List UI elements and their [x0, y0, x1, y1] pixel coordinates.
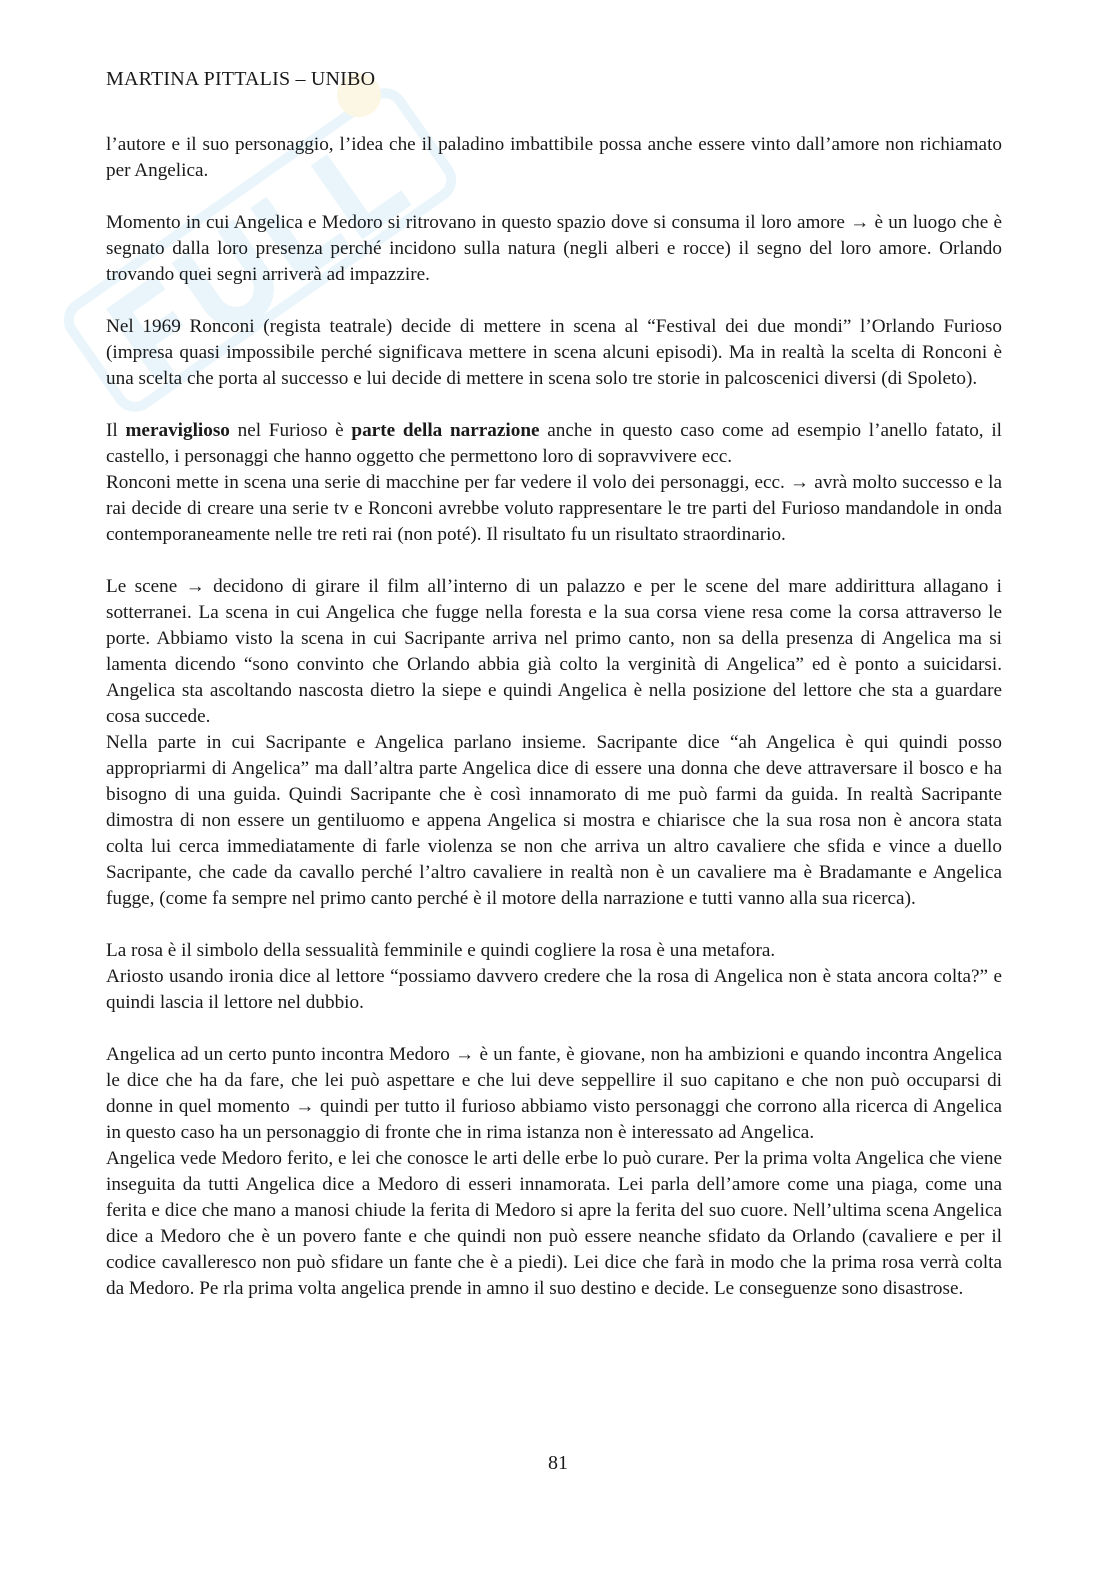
bold-term: parte della narrazione	[351, 420, 540, 441]
text-run: nel Furioso è	[229, 420, 352, 441]
paragraph: La rosa è il simbolo della sessualità femminile e quindi cogliere la rosa è una metafora.	[106, 940, 776, 961]
paragraph: Ariosto usando ironia dice al lettore “possiamo davvero credere che la rosa di Angelica non è stata ancora colta?” e quindi lascia il lettore nel dubbio.	[106, 966, 1002, 1013]
paragraph: Angelica ad un certo punto incontra Medoro → è un fante, è giovane, non ha ambizioni e quando incontra Angelica le dice che ha da fare, che lei può aspettare e che lui deve seppellire il suo capitano e che non può occuparsi di donne in quel momento → quindi per tutto il furioso abbiamo visto personaggi che corrono alla ricerca di Angelica in questo caso ha un personaggio di fronte che in rima istanza non è interessato ad Angelica.	[106, 1044, 1002, 1143]
page-header: MARTINA PITTALIS – UNIBO	[106, 68, 376, 90]
bold-term: meraviglioso	[125, 420, 230, 441]
paragraph: l’autore e il suo personaggio, l’idea che il paladino imbattibile possa anche essere vinto dall’amore non richiamato per Angelica.	[106, 134, 1002, 181]
document-body	[106, 132, 1002, 1302]
page-number: 81	[548, 1452, 568, 1474]
paragraph: Momento in cui Angelica e Medoro si ritrovano in questo spazio dove si consuma il loro amore → è un luogo che è segnato dalla loro presenza perché incidono sulla natura (negli alberi e rocce) il segno del loro amore. Orlando trovando quei segni arriverà ad impazzire.	[106, 212, 1002, 285]
text-run: anche in questo caso come ad esempio l’anello fatato, il castello, i personaggi che hanno oggetto che permettono loro di sopravvivere ecc.	[106, 420, 1002, 467]
paragraph: Nel 1969 Ronconi (regista teatrale) decide di mettere in scena al “Festival dei due mondi” l’Orlando Furioso (impresa quasi impossibile perché significava mettere in scena alcuni episodi). Ma in realtà la scelta di Ronconi è una scelta che porta al successo e lui decide di mettere in scena solo tre storie in palcoscenici diversi (di Spoleto).	[106, 316, 1002, 389]
text-run: Il	[106, 420, 126, 441]
paragraph: Nella parte in cui Sacripante e Angelica parlano insieme. Sacripante dice “ah Angelica è qui quindi posso appropriarmi di Angelica” ma dall’altra parte Angelica dice di essere una donna che deve attraversare il bosco e ha bisogno di una guida. Quindi Sacripante che è così innamorato di me può farmi da guida. In realtà Sacripante dimostra di non essere un gentiluomo e appena Angelica si mostra e chiarisce che la sua rosa non è ancora stata colta lui cerca immediatamente di farle violenza se non che arriva un altro cavaliere che sfida e vince a duello Sacripante, che cade da cavallo perché l’altro cavaliere in realtà non è un cavaliere ma è Bradamante e Angelica fugge, (come fa sempre nel primo canto perché è il motore della narrazione e tutti vanno alla sua ricerca).	[106, 732, 1002, 909]
paragraph	[106, 418, 1002, 470]
paragraph: Le scene → decidono di girare il film all’interno di un palazzo e per le scene del mare addirittura allagano i sotterranei. La scena in cui Angelica che fugge nella foresta e la sua corsa viene resa come la corsa attraverso le porte. Abbiamo visto la scena in cui Sacripante arriva nel primo canto, non sa della presenza di Angelica ma si lamenta dicendo “sono convinto che Orlando abbia già colto la verginità di Angelica” ed è ponto a suicidarsi. Angelica sta ascoltando nascosta dietro la siepe e quindi Angelica è nella posizione del lettore che sta a guardare cosa succede.	[106, 576, 1002, 727]
paragraph: Ronconi mette in scena una serie di macchine per far vedere il volo dei personaggi, ecc. → avrà molto successo e la rai decide di creare una serie tv e Ronconi avrebbe voluto rappresentare le tre parti del Furioso mandandole in onda contemporaneamente nelle tre reti rai (non poté). Il risultato fu un risultato straordinario.	[106, 472, 1002, 545]
paragraph: Angelica vede Medoro ferito, e lei che conosce le arti delle erbe lo può curare. Per la prima volta Angelica che viene inseguita da tutti Angelica dice a Medoro di esseri innamorata. Lei parla dell’amore come una piaga, come una ferita e dice che mano a manosi chiude la ferita di Medoro si apre la ferita del suo cuore. Nell’ultima scena Angelica dice a Medoro che è un povero fante e che quindi non può essere neanche sfidato da Orlando (cavaliere e per il codice cavalleresco non può sfidare un fante che è a piedi). Lei dice che farà in modo che la prima rosa verrà colta da Medoro. Pe rla prima volta angelica prende in amno il suo destino e decide. Le conseguenze sono disastrose.	[106, 1148, 1002, 1299]
